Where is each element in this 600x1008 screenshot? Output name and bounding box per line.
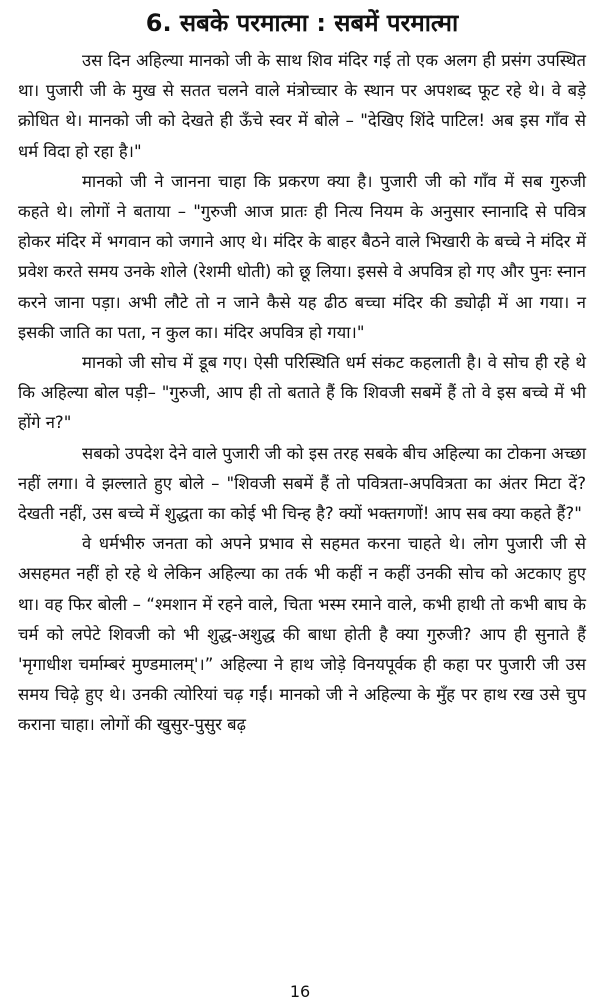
body-text [18, 46, 586, 741]
paragraph-2: मानको जी ने जानना चाहा कि प्रकरण क्या है। पुजारी जी को गाँव में सब गुरुजी कहते थे। लोगों ने बताया – "गुरुजी आज प्रातः ही नित्य नियम के अनुसार स्नानादि से पवित्र होकर मंदिर में भगवान को जगाने आए थे। मंदिर के बाहर बैठने वाले भिखारी के बच्चे ने मंदिर में प्रवेश करते समय उनके शोले (रेशमी धोती) को छू लिया। इससे वे अपवित्र हो गए और पुनः स्नान करने जाना पड़ा। अभी लौटे तो न जाने कैसे यह ढीठ बच्चा मंदिर की ड्योढ़ी में आ गया। न इसकी जाति का पता, न कुल का। मंदिर अपवित्र हो गया।" [18, 171, 586, 342]
paragraph-4: सबको उपदेश देने वाले पुजारी जी को इस तरह सबके बीच अहिल्या का टोकना अच्छा नहीं लगा। वे झल्लाते हुए बोले – "शिवजी सबमें हैं तो पवित्रता-अपवित्रता का अंतर मिटा दें? देखती नहीं, उस बच्चे में शुद्धता का कोई भी चिन्ह है? क्यों भक्तगणों! आप सब क्या कहते हैं?" [18, 443, 586, 524]
chapter-title: 6. सबके परमात्मा : सबमें परमात्मा [145, 9, 459, 37]
paragraph-3: मानको जी सोच में डूब गए। ऐसी परिस्थिति धर्म संकट कहलाती है। वे सोच ही रहे थे कि अहिल्या बोल पड़ी– "गुरुजी, आप ही तो बताते हैं कि शिवजी सबमें हैं तो वे इस बच्चे में भी होंगे न?" [18, 353, 586, 433]
page-number: 16 [289, 982, 311, 1001]
paragraph-1: उस दिन अहिल्या मानको जी के साथ शिव मंदिर गई तो एक अलग ही प्रसंग उपस्थित था। पुजारी जी के मुख से सतत चलने वाले मंत्रोच्चार के स्थान पर अपशब्द फूट रहे थे। वे बड़े क्रोधित थे। मानको जी को देखते ही ऊँचे स्वर में बोले – "देखिए शिंदे पाटिल! अब इस गाँव से धर्म विदा हो रहा है।" [18, 51, 586, 161]
paragraph-5: वे धर्मभीरु जनता को अपने प्रभाव से सहमत करना चाहते थे। लोग पुजारी जी से असहमत नहीं हो रहे थे लेकिन अहिल्या का तर्क भी कहीं न कहीं उनकी सोच को अटकाए हुए था। वह फिर बोली – “श्मशान में रहने वाले, चिता भस्म रमाने वाले, कभी हाथी तो कभी बाघ के चर्म को लपेटे शिवजी को भी शुद्ध-अशुद्ध की बाधा होती है क्या गुरुजी? आप ही सुनाते हैं 'मृगाधीश चर्माम्बरं मुण्डमालम्'।” अहिल्या ने हाथ जोड़े विनयपूर्वक ही कहा पर पुजारी जी उस समय चिढ़े हुए थे। उनकी त्योरियां चढ़ गईं। मानको जी ने अहिल्या के मुँह पर हाथ रख उसे चुप कराना चाहा। लोगों की खुसुर-पुसुर बढ़ [18, 534, 586, 735]
